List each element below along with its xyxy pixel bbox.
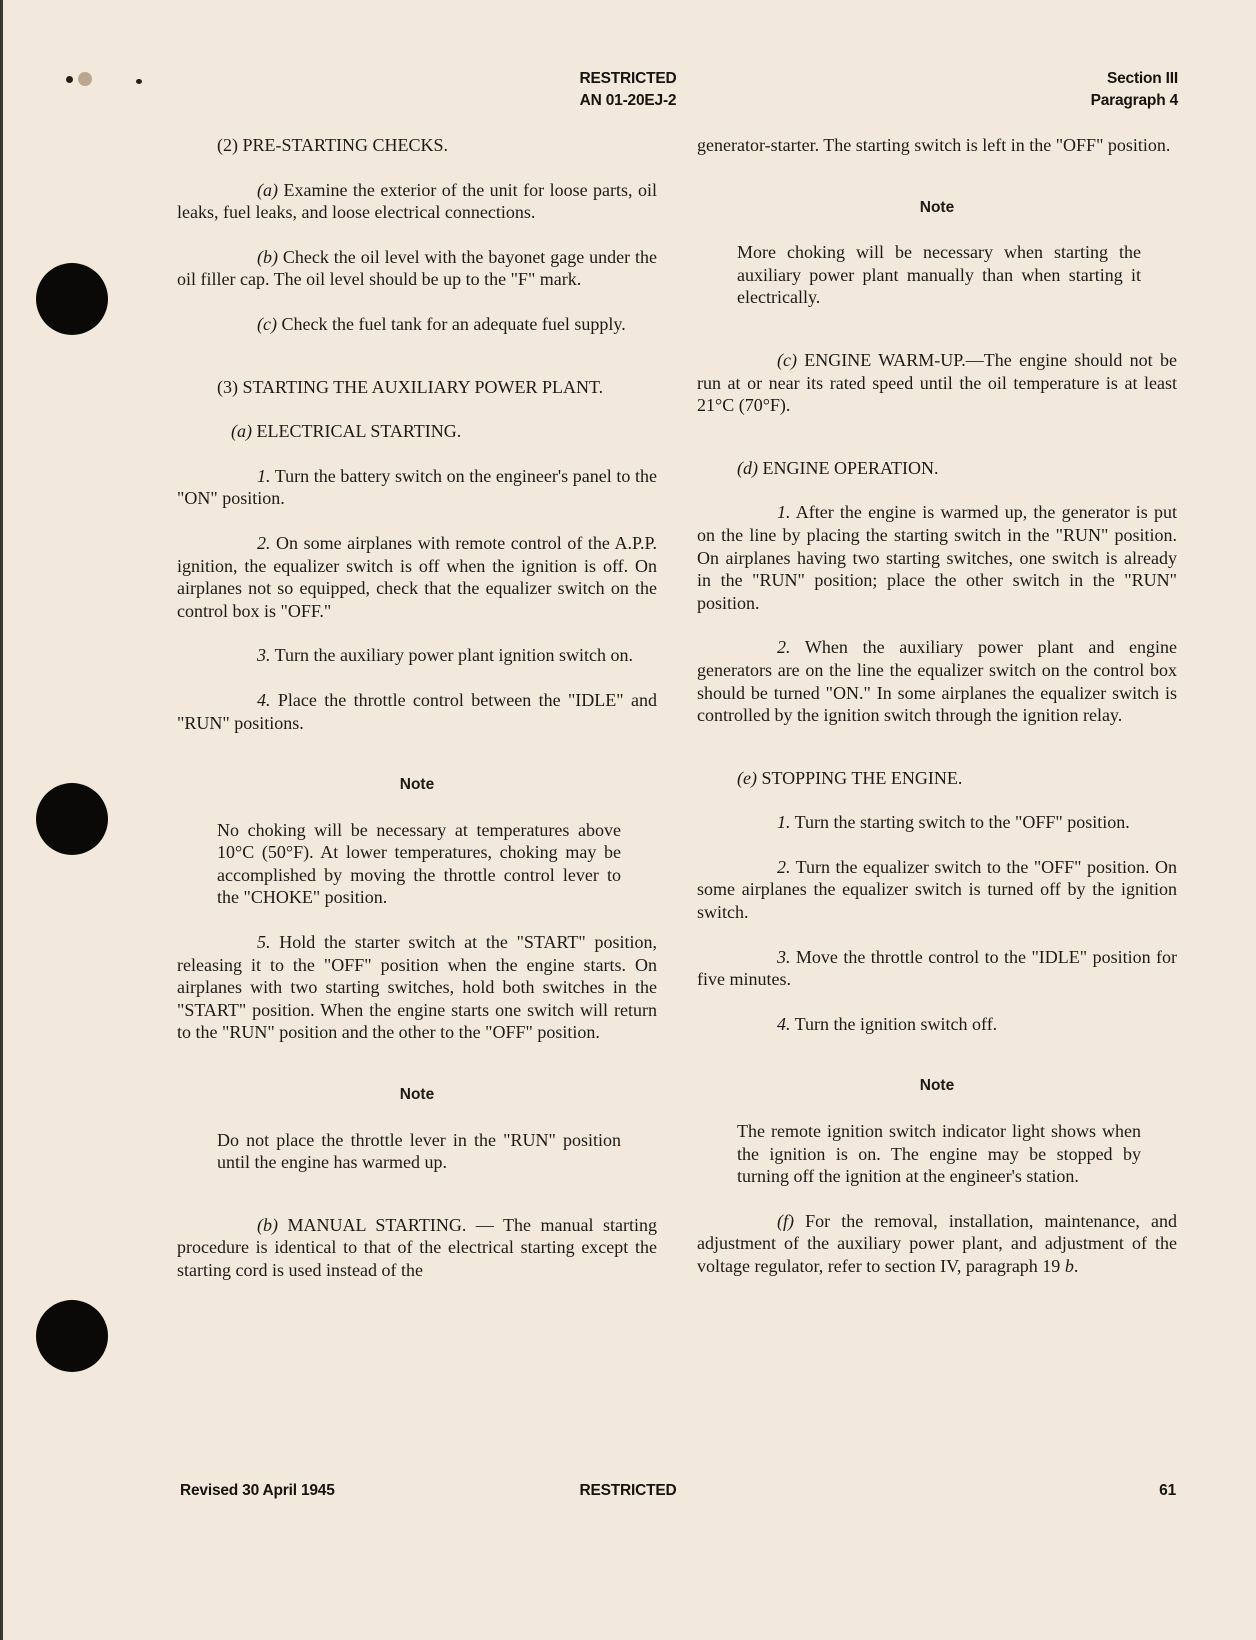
header-section: Section III xyxy=(1106,70,1178,87)
stop-step-2 xyxy=(697,856,1177,924)
step-4 xyxy=(177,689,657,734)
note-body: Do not place the throttle lever in the "RUN" position until the engine has warmed up. xyxy=(217,1129,621,1173)
step-number: 2. xyxy=(257,532,271,553)
heading-text: ENGINE OPERATION. xyxy=(758,457,939,478)
step-text: Hold the starter switch at the "START" position, releasing it to the "OFF" position when the engine starts. On airplanes with two starting switches, hold both switches in the "START" position. When the engine starts one switch will return to the "RUN" position and the other to the "OFF" position. xyxy=(177,932,657,1043)
step-text: On some airplanes with remote control of the A.P.P. ignition, the equalizer switch is off when the ignition is off. On airplanes not so equipped, check that the equalizer switch on the control box is "OFF." xyxy=(177,532,657,621)
step-number: 4. xyxy=(257,689,271,710)
binder-hole-middle xyxy=(36,783,108,855)
step-1 xyxy=(177,465,657,510)
note-body: No choking will be necessary at temperatures above 10°C (50°F). At lower temperatures, choking may be accomplished by moving the throttle control lever to the "CHOKE" position. xyxy=(217,819,621,908)
heading-engine-operation xyxy=(697,457,1177,480)
paragraph-text: For the removal, installation, maintenance, and adjustment of the auxiliary power plant, and adjustment of the voltage regulator, refer to section IV, paragraph 19 xyxy=(697,1210,1177,1276)
item-label: (e) xyxy=(737,767,757,788)
stop-step-4 xyxy=(697,1013,1177,1036)
item-label: (b) xyxy=(257,1214,278,1235)
step-number: 3. xyxy=(257,645,271,666)
footer-revised: Revised 30 April 1945 xyxy=(180,1482,335,1499)
heading-pre-starting-checks: (2) PRE-STARTING CHECKS. xyxy=(217,135,448,155)
item-label: (b) xyxy=(257,246,278,267)
step-number: 2. xyxy=(777,637,791,658)
step-text: When the auxiliary power plant and engine generators are on the line the equalizer switch on the control box should be turned "ON." In some airplanes the equalizer switch is controlled by the ignition switch through the ignition relay. xyxy=(697,637,1177,726)
step-text: Turn the battery switch on the engineer's panel to the "ON" position. xyxy=(177,465,657,509)
paragraph-text: . xyxy=(1073,1256,1079,1276)
binder-hole-top xyxy=(36,263,108,335)
paragraph-continued: generator-starter. The starting switch is left in the "OFF" position. xyxy=(697,135,1171,155)
item-label: (f) xyxy=(777,1210,794,1231)
step-text: Turn the equalizer switch to the "OFF" position. On some airplanes the equalizer switch is turned off by the ignition switch. xyxy=(697,856,1177,923)
step-number: 1. xyxy=(257,465,271,486)
paragraph-reference: b xyxy=(1064,1256,1074,1276)
header-paragraph: Paragraph 4 xyxy=(1090,92,1178,109)
heading-stopping-engine xyxy=(697,767,1177,790)
note-heading: Note xyxy=(919,198,955,216)
step-number: 3. xyxy=(777,946,791,967)
paragraph-engine-warm-up xyxy=(697,349,1177,417)
note-heading: Note xyxy=(399,1086,435,1104)
step-text: Place the throttle control between the "IDLE" and "RUN" positions. xyxy=(177,689,657,733)
step-number: 1. xyxy=(777,502,791,523)
note-heading: Note xyxy=(399,776,435,794)
paragraph-text: Examine the exterior of the unit for loose parts, oil leaks, fuel leaks, and loose electrical connections. xyxy=(177,179,657,223)
heading-text: STOPPING THE ENGINE. xyxy=(756,767,963,788)
header-doc-number: AN 01-20EJ-2 xyxy=(579,92,677,109)
paragraph-pre-a xyxy=(177,179,657,224)
heading-text: ELECTRICAL STARTING. xyxy=(252,421,462,442)
step-number: 1. xyxy=(777,812,791,833)
step-text: Turn the auxiliary power plant ignition switch on. xyxy=(270,645,633,666)
paragraph-manual-starting xyxy=(177,1214,657,1282)
item-label: (a) xyxy=(231,421,252,442)
step-number: 4. xyxy=(777,1013,791,1034)
paragraph-pre-b xyxy=(177,246,657,291)
heading-starting-apu: (3) STARTING THE AUXILIARY POWER PLANT. xyxy=(217,376,604,397)
paragraph-text: Check the oil level with the bayonet gage under the oil filler cap. The oil level should be up to the "F" mark. xyxy=(177,246,657,290)
header-classification: RESTRICTED xyxy=(579,70,677,87)
operation-step-1 xyxy=(697,501,1177,614)
right-column xyxy=(697,134,1177,1278)
step-5 xyxy=(177,931,657,1044)
step-text: Move the throttle control to the "IDLE" position for five minutes. xyxy=(697,946,1177,990)
heading-electrical-starting xyxy=(177,420,657,443)
paragraph-removal-reference xyxy=(697,1210,1177,1278)
step-text: Turn the starting switch to the "OFF" position. xyxy=(790,812,1130,833)
step-3 xyxy=(177,644,657,667)
step-2 xyxy=(177,532,657,622)
stop-step-3 xyxy=(697,946,1177,991)
paragraph-pre-c xyxy=(177,313,657,336)
item-label: (c) xyxy=(257,313,277,334)
note-body: The remote ignition switch indicator light shows when the ignition is on. The engine may be stopped by turning off the ignition at the engineer's station. xyxy=(737,1121,1141,1187)
step-number: 5. xyxy=(257,932,271,953)
operation-step-2 xyxy=(697,636,1177,726)
paragraph-text: MANUAL STARTING. — The manual starting procedure is identical to that of the electrical starting except the starting cord is used instead of the xyxy=(177,1214,657,1280)
item-label: (c) xyxy=(777,349,797,370)
stop-step-1 xyxy=(697,811,1177,834)
step-text: Turn the ignition switch off. xyxy=(790,1013,998,1034)
step-number: 2. xyxy=(777,856,791,877)
page-edge xyxy=(0,0,3,1640)
left-column xyxy=(177,134,657,1282)
item-label: (a) xyxy=(257,179,278,200)
note-heading: Note xyxy=(919,1077,955,1095)
paragraph-text: ENGINE WARM-UP.—The engine should not be run at or near its rated speed until the oil temperature is at least 21°C (70°F). xyxy=(697,349,1177,416)
note-body: More choking will be necessary when starting the auxiliary power plant manually than when starting it electrically. xyxy=(737,242,1141,308)
page-number: 61 xyxy=(1159,1482,1176,1499)
item-label: (d) xyxy=(737,457,758,478)
binder-hole-bottom xyxy=(36,1300,108,1372)
step-text: After the engine is warmed up, the generator is put on the line by placing the starting switch in the "RUN" position. On airplanes having two starting switches, one switch is already in the "RUN" position; place the other switch in the "RUN" position. xyxy=(697,502,1177,613)
page-header-center xyxy=(0,68,1256,112)
footer-classification: RESTRICTED xyxy=(579,1482,677,1499)
paragraph-text: Check the fuel tank for an adequate fuel supply. xyxy=(276,313,626,334)
page-header-right xyxy=(1091,68,1178,112)
